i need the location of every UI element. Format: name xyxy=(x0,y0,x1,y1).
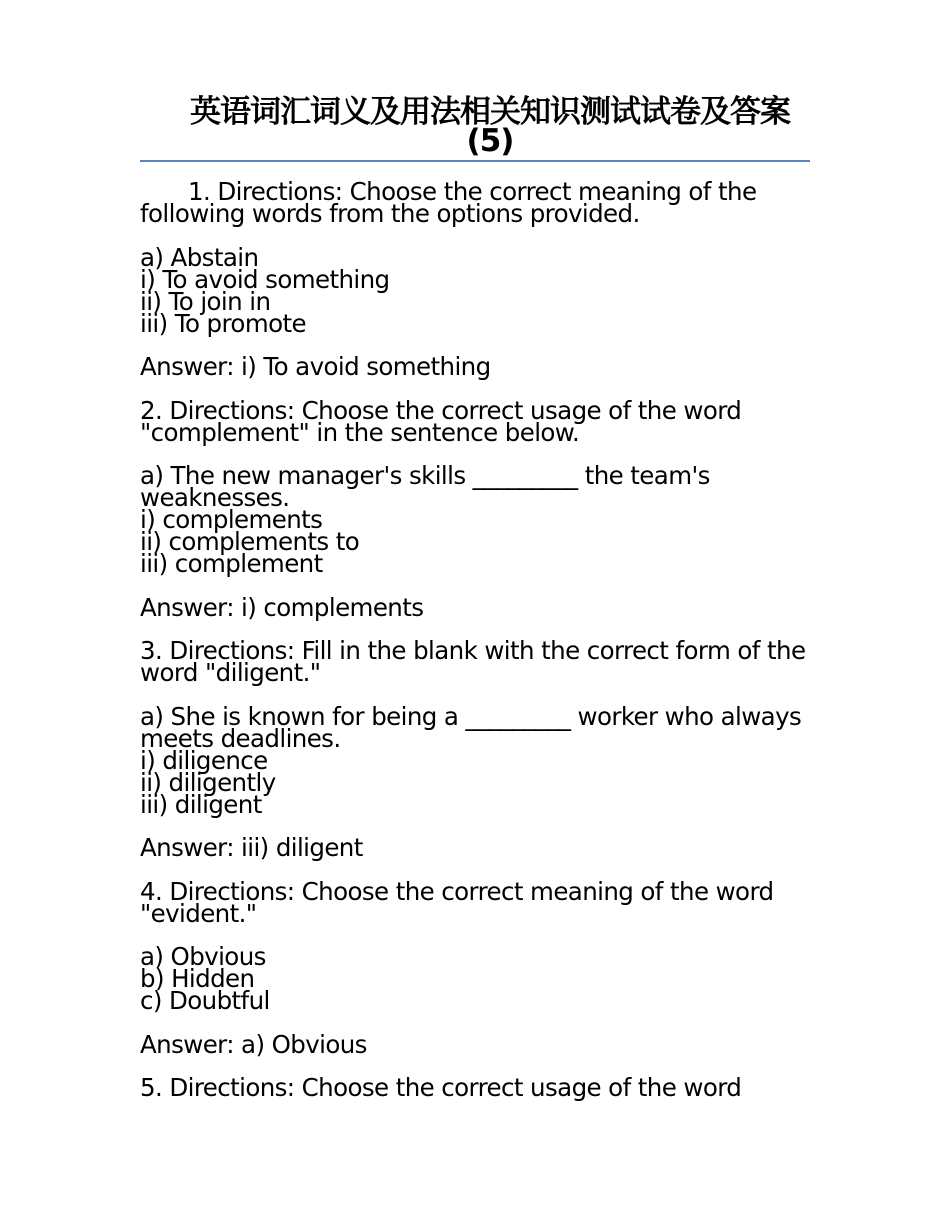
text-line: Answer: a) Obvious xyxy=(140,1029,367,1059)
text-line: i) complements xyxy=(140,505,323,534)
text-line: a) Obvious xyxy=(140,942,266,971)
text-line: i) To avoid something xyxy=(140,264,390,294)
text-line: Answer: i) To avoid something xyxy=(140,352,491,381)
text-line: Answer: i) complements xyxy=(140,592,424,622)
text-line: a) She is known for being a _________ worker who always meets deadlines. xyxy=(140,701,802,753)
text-line: 2. Directions: Choose the correct usage of the word "complement" in the sentence below. xyxy=(140,395,742,447)
title-divider xyxy=(140,160,810,162)
text-line: 4. Directions: Choose the correct meaning of the word "evident." xyxy=(140,876,774,928)
text-line: c) Doubtful xyxy=(140,986,270,1015)
text-line: iii) complement xyxy=(140,549,323,578)
text-line: ii) diligently xyxy=(140,767,276,797)
text-line: iii) To promote xyxy=(140,308,306,338)
text-line: i) diligence xyxy=(140,745,268,775)
text-line: 1. Directions: Choose the correct meaning of the following words from the options provided. xyxy=(140,177,757,228)
document-body xyxy=(140,177,820,1102)
text-line: ii) complements to xyxy=(140,527,360,556)
text-line: b) Hidden xyxy=(140,964,255,993)
text-line: 3. Directions: Fill in the blank with the correct form of the word "diligent." xyxy=(140,636,806,687)
text-line: 5. Directions: Choose the correct usage of the word xyxy=(140,1073,742,1102)
text-line: a) The new manager's skills _________ the team's weaknesses. xyxy=(140,461,710,512)
page-title: 英语词汇词义及用法相关知识测试试卷及答案(5) xyxy=(190,94,790,159)
text-line: Answer: iii) diligent xyxy=(140,833,363,862)
text-line: a) Abstain xyxy=(140,242,259,272)
text-line: ii) To join in xyxy=(140,286,271,316)
text-line: iii) diligent xyxy=(140,789,262,819)
